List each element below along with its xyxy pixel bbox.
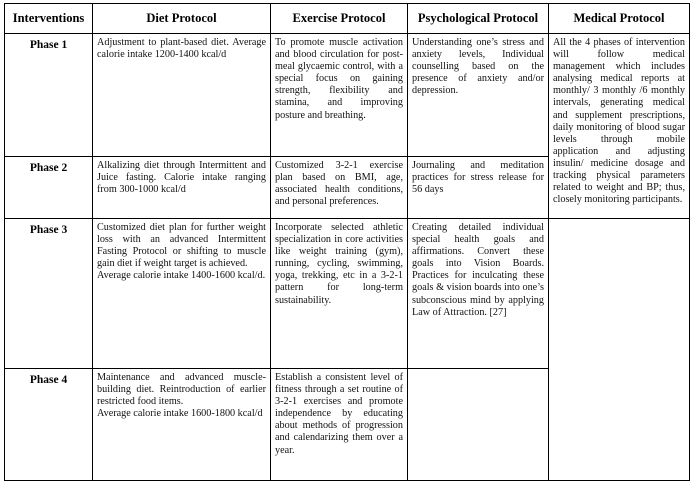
phase-1-exercise: To promote muscle activation and blood circulation for post-meal glycaemic control, with a special focus on gaining strength, flexibility and stamina, and improving posture and breathing. [271,34,408,157]
phase-2-diet: Alkalizing diet through Intermittent and Juice fasting. Calorie intake ranging from 300-1000 kcal/d [93,157,271,219]
header-psychological-protocol: Psychological Protocol [408,4,549,34]
protocol-table [4,3,690,481]
phase-1-diet: Adjustment to plant-based diet. Average calorie intake 1200-1400 kcal/d [93,34,271,157]
phase-3-exercise: Incorporate selected athletic specialization in core activities like weight training (gym), running, cycling, swimming, yoga, trekking, etc in a 3-2-1 pattern for long-term sustainability. [271,219,408,369]
phase-2-exercise: Customized 3-2-1 exercise plan based on BMI, age, associated health conditions, and personal preferences. [271,157,408,219]
phase-3-label: Phase 3 [5,219,93,369]
header-diet-protocol: Diet Protocol [93,4,271,34]
phase-1-label: Phase 1 [5,34,93,157]
medical-protocol-blank-3 [549,219,689,369]
header-interventions: Interventions [5,4,93,34]
phase-4-exercise: Establish a consistent level of fitness through a set routine of 3-2-1 exercises and promote independence by educating about methods of progression and calendarizing them over a year. [271,369,408,480]
phase-4-psychological [408,369,549,480]
phase-3-psychological: Creating detailed individual special health goals and affirmations. Convert these goals into Vision Boards. Practices for inculcating these goals & vision boards into one’s subconscious mind by applying Law of Attraction. [27] [408,219,549,369]
phase-4-diet: Maintenance and advanced muscle-building diet. Reintroduction of earlier restricted food items. Average calorie intake 1600-1800 kcal/d [93,369,271,480]
phase-3-diet: Customized diet plan for further weight loss with an advanced Intermittent Fasting Protocol or shifting to muscle gain diet if weight target is achieved. Average calorie intake 1400-1600 kcal/d. [93,219,271,369]
phase-2-psychological: Journaling and meditation practices for stress release for 56 days [408,157,549,219]
medical-protocol-text: All the 4 phases of intervention will follow medical management which includes analysing medical reports at monthly/ 3 monthly /6 monthly intervals, generating medical and supplement prescriptions, daily monitoring of blood sugar levels through mobile application and adjusting insulin/ medicine dosage and tracking physical parameters related to weight and BP; thus, closely monitoring participants. [549,34,689,219]
header-exercise-protocol: Exercise Protocol [271,4,408,34]
phase-4-label: Phase 4 [5,369,93,480]
phase-2-label: Phase 2 [5,157,93,219]
phase-1-psychological: Understanding one’s stress and anxiety levels, Individual counselling based on the presence of anxiety and/or depression. [408,34,549,157]
header-medical-protocol: Medical Protocol [549,4,689,34]
